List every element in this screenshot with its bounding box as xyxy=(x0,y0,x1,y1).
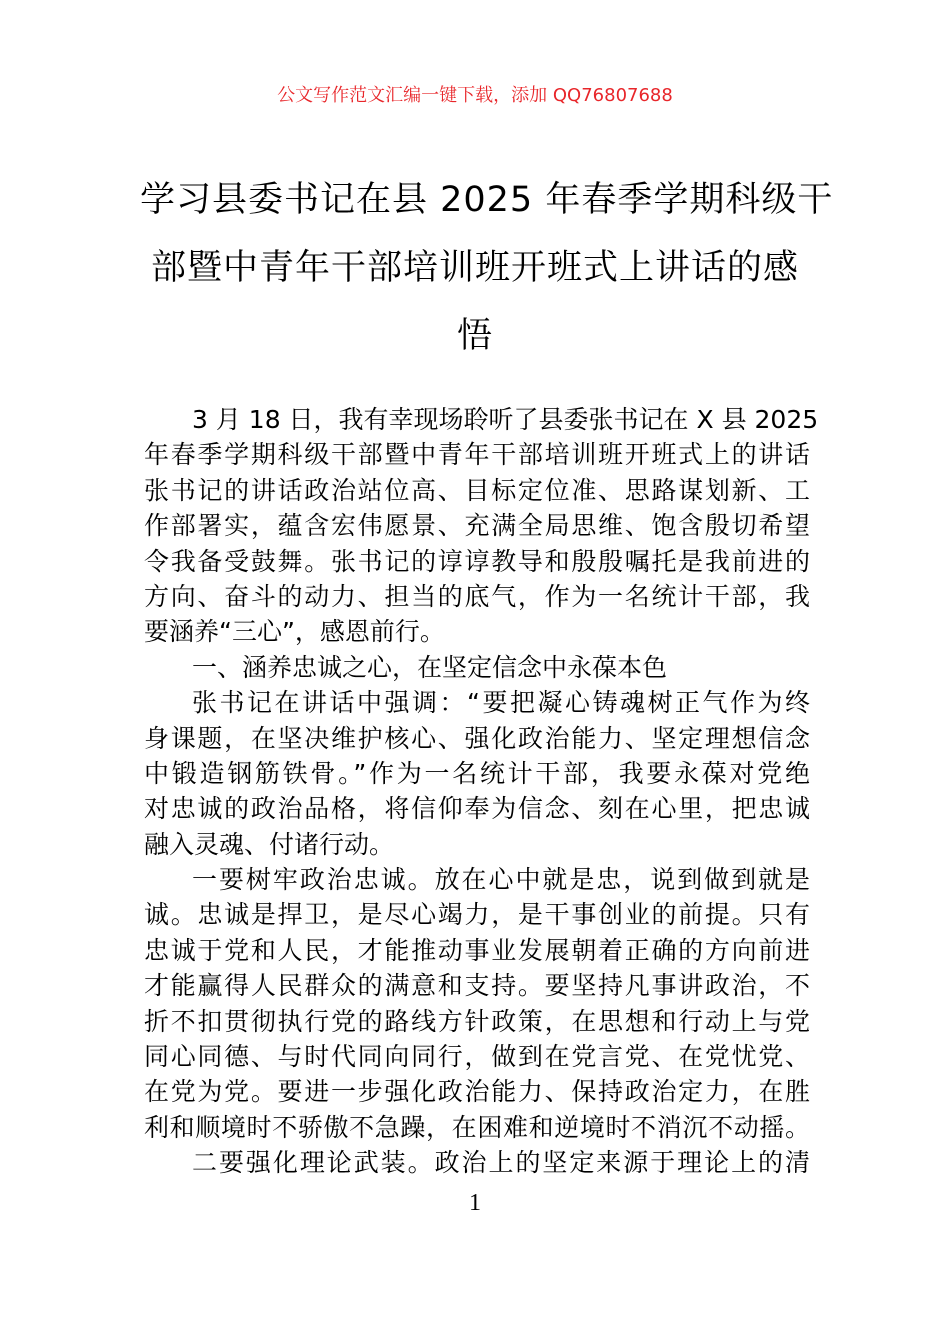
body-line: 一、涵养忠诚之心，在坚定信念中永葆本色 xyxy=(192,652,668,682)
body-line: 中锻造钢筋铁骨。”作为一名统计干部，我要永葆对党绝 xyxy=(144,758,810,788)
header-ad-text: 公文写作范文汇编一键下载，添加 QQ76807688 xyxy=(277,85,673,106)
page-number: 1 xyxy=(469,1190,481,1216)
body-line: 方向、奋斗的动力、担当的底气，作为一名统计干部，我 xyxy=(144,581,810,611)
title-line: 学习县委书记在县 2025 年春季学期科级干 xyxy=(140,180,834,220)
body-line: 3 月 18 日，我有幸现场聆听了县委张书记在 X 县 2025 xyxy=(192,405,819,434)
body-line: 对忠诚的政治品格，将信仰奉为信念、刻在心里，把忠诚 xyxy=(144,794,810,824)
body-line: 一要树牢政治忠诚。放在心中就是忠，说到做到就是 xyxy=(192,865,810,895)
body-line: 张书记的讲话政治站位高、目标定位准、思路谋划新、工 xyxy=(144,475,810,505)
body-line: 融入灵魂、付诸行动。 xyxy=(144,829,395,859)
body-line: 诚。忠诚是捍卫，是尽心竭力，是干事创业的前提。只有 xyxy=(144,900,810,930)
document-title xyxy=(140,166,834,370)
document-body xyxy=(144,402,819,1181)
body-line: 要涵养“三心”，感恩前行。 xyxy=(144,617,445,647)
body-line: 张书记在讲话中强调：“要把凝心铸魂树正气作为终 xyxy=(192,688,810,718)
body-line: 忠诚于党和人民，才能推动事业发展朝着正确的方向前进 xyxy=(144,935,810,965)
body-line: 同心同德、与时代同向同行，做到在党言党、在党忧党、 xyxy=(144,1042,810,1072)
body-line: 才能赢得人民群众的满意和支持。要坚持凡事讲政治，不 xyxy=(144,971,810,1001)
body-line: 令我备受鼓舞。张书记的谆谆教导和殷殷嘱托是我前进的 xyxy=(144,546,810,576)
body-line: 利和顺境时不骄傲不急躁，在困难和逆境时不消沉不动摇。 xyxy=(144,1112,810,1142)
body-line: 作部署实，蕴含宏伟愿景、充满全局思维、饱含殷切希望 xyxy=(144,511,810,541)
title-line: 部暨中青年干部培训班开班式上讲话的感 xyxy=(150,248,799,288)
body-line: 折不扣贯彻执行党的路线方针政策，在思想和行动上与党 xyxy=(144,1006,810,1036)
body-line: 身课题，在坚决维护核心、强化政治能力、坚定理想信念 xyxy=(144,723,810,753)
title-line: 悟 xyxy=(456,316,493,356)
body-line: 年春季学期科级干部暨中青年干部培训班开班式上的讲话 xyxy=(144,440,810,470)
body-line: 二要强化理论武装。政治上的坚定来源于理论上的清 xyxy=(192,1148,810,1178)
body-line: 在党为党。要进一步强化政治能力、保持政治定力，在胜 xyxy=(144,1077,810,1107)
